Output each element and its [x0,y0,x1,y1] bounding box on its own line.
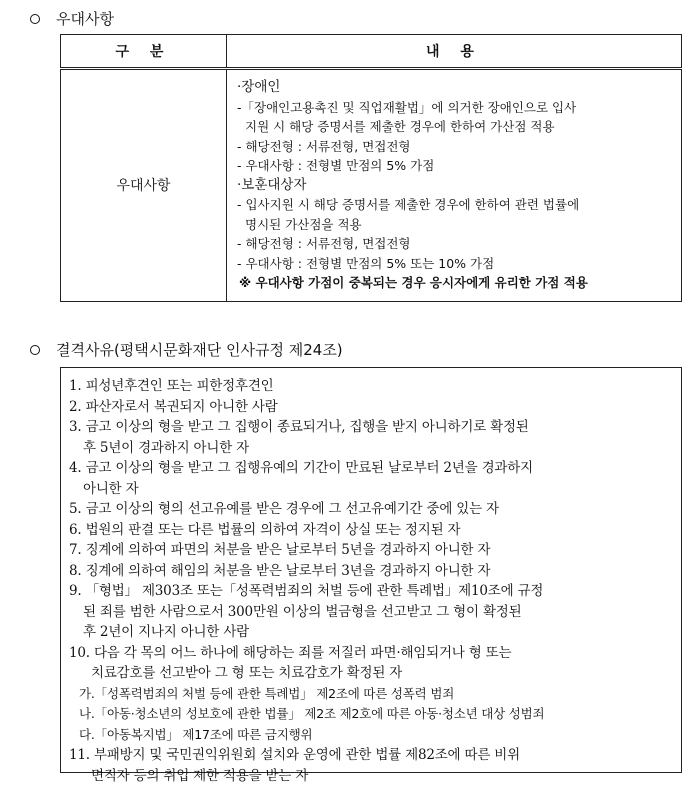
content-line: - 우대사항 : 전형별 만점의 5% 가점 [237,156,671,176]
list-item: 1. 피성년후견인 또는 피한정후견인 [69,376,671,397]
content-line: 지원 시 해당 증명서를 제출한 경우에 한하여 가산점 적용 [237,117,671,137]
benefits-table [60,34,682,302]
list-item-cont: 면직자 등의 취업 제한 적용을 받는 자 [69,766,671,786]
list-item-cont: 치료감호를 선고받아 그 형 또는 치료감호가 확정된 자 [69,663,671,684]
list-subitem: 다.「아동복지법」 제17조에 따른 금지행위 [69,725,671,746]
list-item-cont: 후 2년이 지나지 아니한 사람 [69,622,671,643]
disqualification-heading-text: 결격사유(평택시문화재단 인사규정 제24조) [56,339,343,360]
content-line: - 해당전형 : 서류전형, 면접전형 [237,137,671,157]
list-item: 3. 금고 이상의 형을 받고 그 집행이 종료되거나, 집행을 받지 아니하기로 확정된 [69,417,671,438]
content-line: 명시된 가산점을 적용 [237,215,671,235]
circle-bullet-icon [30,345,40,355]
table-row [61,69,682,302]
disqualification-heading [30,339,343,360]
list-subitem: 나.「아동·청소년의 성보호에 관한 법률」 제2조 제2호에 따른 아동·청소년 대상 성범죄 [69,704,671,725]
content-line: -「장애인고용촉진 및 직업재활법」에 의거한 장애인으로 입사 [237,98,671,118]
content-line: - 입사지원 시 해당 증명서를 제출한 경우에 한하여 관련 법률에 [237,195,671,215]
list-item: 9. 「형법」 제303조 또는「성폭력범죄의 처벌 등에 관한 특례법」제10조에 규정 [69,581,671,602]
content-cell [227,69,682,302]
list-item: 5. 금고 이상의 형의 선고유예를 받은 경우에 그 선고유예기간 중에 있는 자 [69,499,671,520]
list-item: 8. 징계에 의하여 해임의 처분을 받은 날로부터 3년을 경과하지 아니한 자 [69,561,671,582]
table-header-row [61,35,682,69]
list-item: 6. 법원의 판결 또는 다른 법률의 의하여 자격이 상실 또는 정지된 자 [69,520,671,541]
list-item: 7. 징계에 의하여 파면의 처분을 받은 날로부터 5년을 경과하지 아니한 자 [69,540,671,561]
list-item-cont: 된 죄를 범한 사람으로서 300만원 이상의 벌금형을 선고받고 그 형이 확정된 [69,602,671,623]
header-content: 내 용 [227,35,682,69]
content-line: - 해당전형 : 서류전형, 면접전형 [237,234,671,254]
disqualification-box [60,367,682,773]
content-line: - 우대사항 : 전형별 만점의 5% 또는 10% 가점 [237,254,671,274]
list-item: 4. 금고 이상의 형을 받고 그 집행유예의 기간이 만료된 날로부터 2년을 경과하지 [69,458,671,479]
circle-bullet-icon [30,14,40,24]
content-line: ·장애인 [237,78,671,98]
list-item: 2. 파산자로서 복권되지 아니한 사람 [69,397,671,418]
list-item-cont: 아니한 자 [69,479,671,500]
benefits-heading-text: 우대사항 [56,8,114,29]
header-category: 구 분 [61,35,227,69]
category-cell: 우대사항 [61,69,227,302]
content-line: ·보훈대상자 [237,176,671,196]
list-item: 11. 부패방지 및 국민권익위원회 설치와 운영에 관한 법률 제82조에 따른 비위 [69,745,671,766]
benefits-heading [30,8,114,29]
list-item-cont: 후 5년이 경과하지 아니한 자 [69,438,671,459]
list-item: 10. 다음 각 목의 어느 하나에 해당하는 죄를 저질러 파면·해임되거나 형 또는 [69,643,671,664]
content-note: ※ 우대사항 가점이 중복되는 경우 응시자에게 유리한 가점 적용 [237,273,671,293]
list-subitem: 가.「성폭력범죄의 처벌 등에 관한 특례법」 제2조에 따른 성폭력 범죄 [69,684,671,705]
